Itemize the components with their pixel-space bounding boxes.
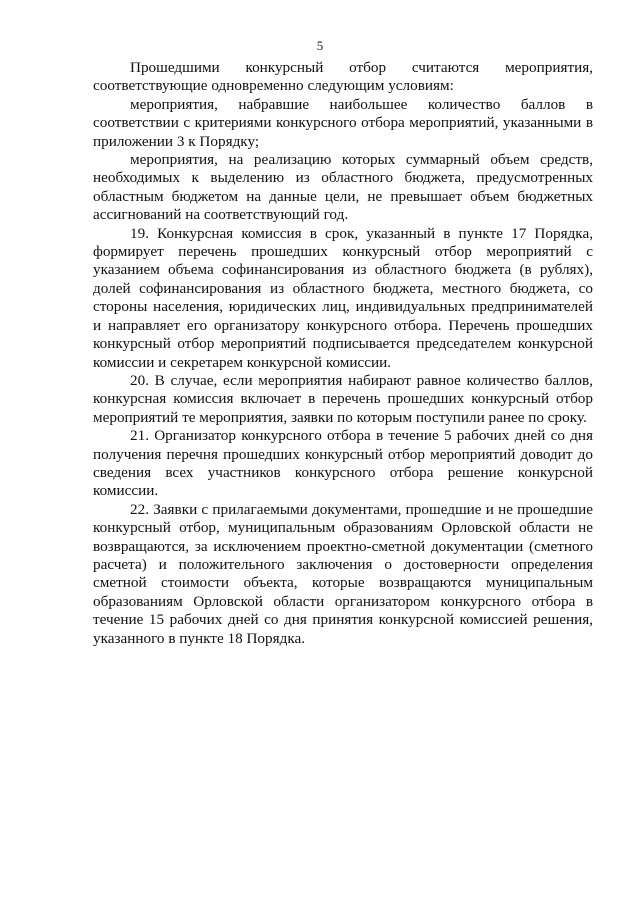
paragraph-22: 22. Заявки с прилагаемыми документами, прошедшие и не прошедшие конкурсный отбор, муниципальным образованиям Орловской области не возвращаются, за исключением проектно-сметной документации (сметного расчета) и положительного заключения о достоверности определения сметной стоимости объекта, которые возвращаются муниципальным образованиям Орловской области организатором конкурсного отбора в течение 15 рабочих дней со дня принятия конкурсной комиссией решения, указанного в пункте 18 Порядка. <box>93 500 593 647</box>
paragraph-21: 21. Организатор конкурсного отбора в течение 5 рабочих дней со дня получения перечня прошедших конкурсный отбор мероприятий доводит до сведения всех участников конкурсного отбора решение конкурсной комиссии. <box>93 427 593 500</box>
document-body <box>93 59 593 648</box>
paragraph-19: 19. Конкурсная комиссия в срок, указанный в пункте 17 Порядка, формирует перечень прошедших конкурсный отбор мероприятий с указанием объема софинансирования из областного бюджета (в рублях), долей софинансирования из областного бюджета, местного бюджета, со стороны населения, юридических лиц, индивидуальных предпринимателей и направляет его организатору конкурсного отбора. Перечень прошедших конкурсный отбор мероприятий подписывается председателем конкурсной комиссии и секретарем конкурсной комиссии. <box>93 224 593 371</box>
paragraph-20: 20. В случае, если мероприятия набирают равное количество баллов, конкурсная комиссия включает в перечень прошедших конкурсный отбор мероприятий те мероприятия, заявки по которым поступили ранее по сроку. <box>93 371 593 426</box>
page-number: 5 <box>316 38 324 53</box>
paragraph-selection-conditions: Прошедшими конкурсный отбор считаются мероприятия, соответствующие одновременно следующим условиям: <box>93 59 593 95</box>
paragraph-condition-budget-limit: мероприятия, на реализацию которых суммарный объем средств, необходимых к выделению из областного бюджета, предусмотренных областным бюджетом на данные цели, не превышает объем бюджетных ассигнований на соответствующий год. <box>93 151 593 224</box>
paragraph-condition-highest-score: мероприятия, набравшие наибольшее количество баллов в соответствии с критериями конкурсного отбора мероприятий, указанными в приложении 3 к Порядку; <box>93 95 593 150</box>
